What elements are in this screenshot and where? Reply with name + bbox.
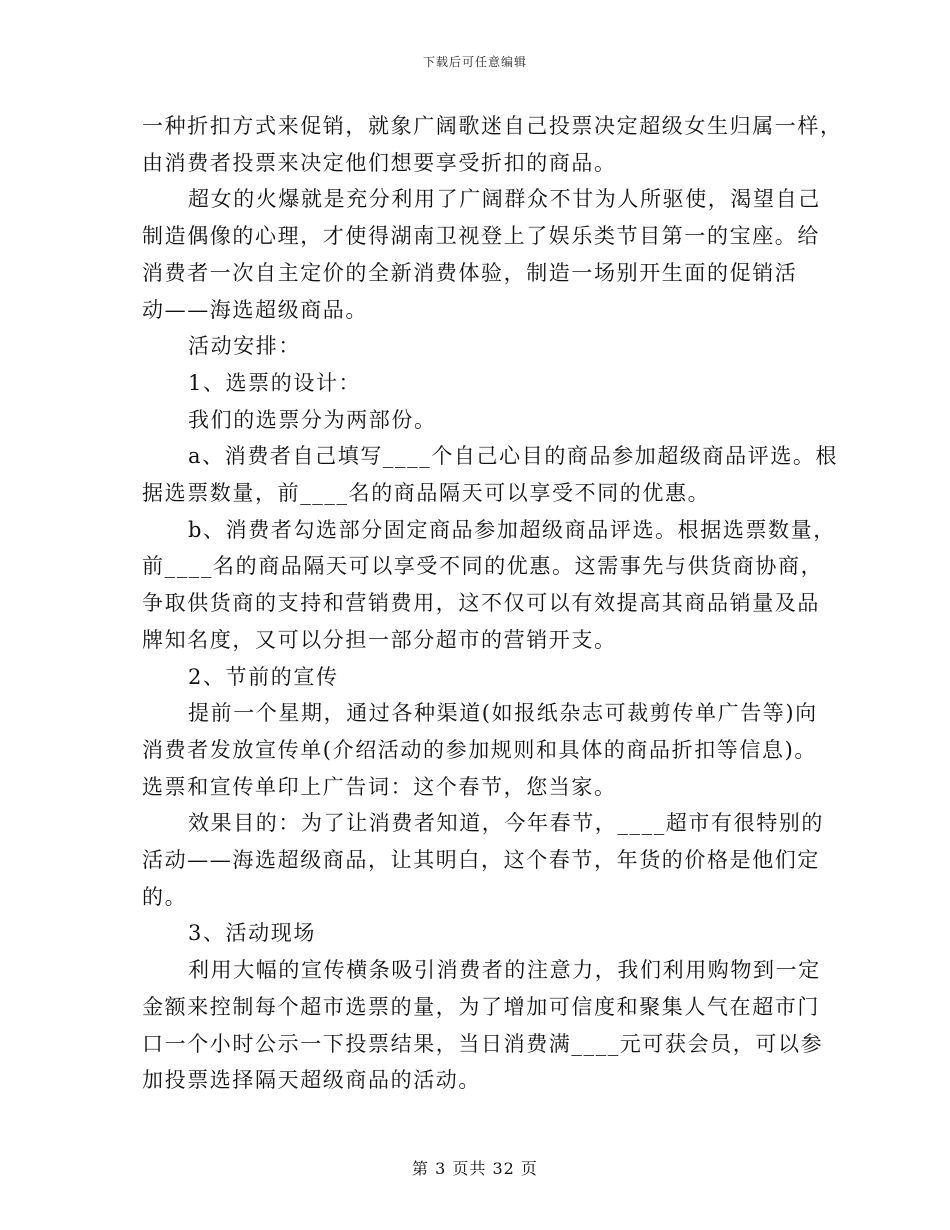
text-line: 1、选票的设计： bbox=[188, 370, 362, 395]
text-line: 加投票选择隔天超级商品的活动。 bbox=[142, 1068, 481, 1093]
text-line: 我们的选票分为两部份。 bbox=[188, 407, 437, 432]
text-line: 一种折扣方式来促销，就象广阔歌迷自己投票决定超级女生归属一样， bbox=[142, 114, 843, 138]
text-line: 口一个小时公示一下投票结果，当日消费满____元可获会员，可以参 bbox=[142, 1031, 824, 1056]
text-line: 3、活动现场 bbox=[188, 921, 316, 946]
text-line: 前____名的商品隔天可以享受不同的优惠。这需事先与供货商协商， bbox=[142, 554, 824, 579]
text-line: 提前一个星期，通过各种渠道(如报纸杂志可裁剪传单广告等)向 bbox=[188, 701, 818, 726]
text-line: 据选票数量，前____名的商品隔天可以享受不同的优惠。 bbox=[142, 481, 711, 506]
text-line: 活动——海选超级商品，让其明白，这个春节，年货的价格是他们定 bbox=[142, 848, 820, 873]
page-footer: 第 3 页共 32 页 bbox=[412, 1159, 538, 1178]
text-line: 利用大幅的宣传横条吸引消费者的注意力，我们利用购物到一定 bbox=[188, 958, 821, 983]
text-line: 牌知名度，又可以分担一部分超市的营销开支。 bbox=[142, 627, 617, 652]
text-line: 由消费者投票来决定他们想要享受折扣的商品。 bbox=[142, 150, 617, 175]
text-line: 效果目的：为了让消费者知道，今年春节，____超市有很特别的 bbox=[188, 811, 824, 836]
text-line: 消费者一次自主定价的全新消费体验，制造一场别开生面的促销活 bbox=[142, 260, 798, 285]
text-line: a、消费者自己填写____个自己心目的商品参加超级商品评选。根 bbox=[188, 444, 839, 469]
text-line: 动——海选超级商品。 bbox=[142, 297, 368, 322]
text-line: 制造偶像的心理，才使得湖南卫视登上了娱乐类节目第一的宝座。给 bbox=[142, 224, 820, 249]
document-body bbox=[142, 108, 843, 1099]
text-line: b、消费者勾选部分固定商品参加超级商品评选。根据选票数量， bbox=[188, 517, 836, 542]
text-line: 2、节前的宣传 bbox=[188, 664, 339, 689]
text-line: 争取供货商的支持和营销费用，这不仅可以有效提高其商品销量及品 bbox=[142, 591, 820, 616]
page-header: 下载后可任意编辑 bbox=[422, 55, 527, 69]
text-line: 金额来控制每个超市选票的量，为了增加可信度和聚集人气在超市门 bbox=[142, 994, 820, 1019]
text-line: 活动安排： bbox=[188, 334, 301, 359]
text-line: 超女的火爆就是充分利用了广阔群众不甘为人所驱使，渴望自己 bbox=[188, 187, 821, 212]
text-line: 选票和宣传单印上广告词：这个春节，您当家。 bbox=[142, 774, 617, 799]
text-line: 的。 bbox=[142, 884, 188, 909]
text-line: 消费者发放宣传单(介绍活动的参加规则和具体的商品折扣等信息)。 bbox=[142, 737, 817, 762]
